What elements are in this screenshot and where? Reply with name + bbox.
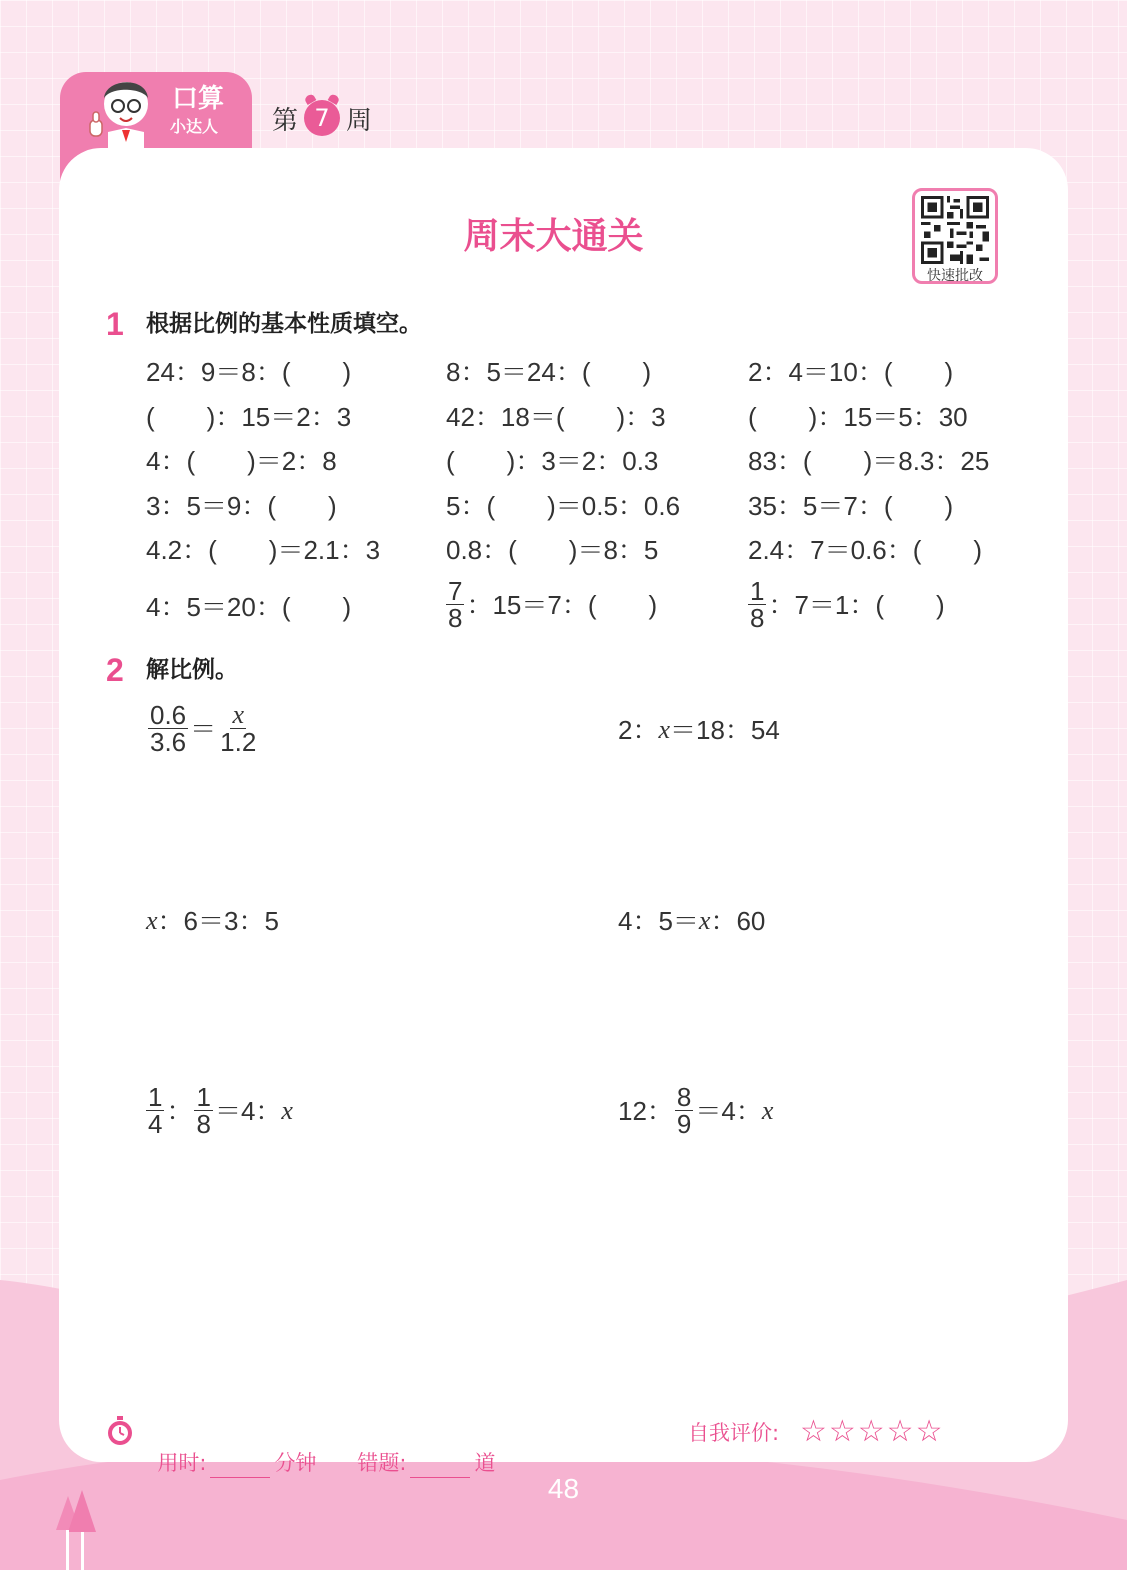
s1-r3-c2[interactable]: ( )：3＝2：0.3 [446,446,659,476]
s1-r6-c2[interactable] [444,578,657,631]
week-indicator [272,98,372,138]
s1-r4-c2[interactable]: 5：( )＝0.5：0.6 [446,491,681,521]
self-rating-label: 自我评价: [688,1421,780,1445]
fraction [675,1084,693,1137]
proportion-2[interactable] [618,715,780,745]
fraction-denominator: 8 [196,1109,211,1139]
proportion-6[interactable] [618,1084,773,1137]
expression-part: ＝4： [695,1095,762,1126]
s1-r1-c3[interactable]: 2：4＝10：( ) [748,357,954,387]
expression-part: ＝4： [214,1095,282,1126]
expression-rest: ：7＝1：( ) [768,589,945,620]
time-label: 用时: [157,1451,207,1475]
s1-r1-c1[interactable]: 24：9＝8：( ) [146,357,352,387]
s1-r5-c2[interactable]: 0.8：( )＝8：5 [446,535,659,565]
fraction-numerator: 1 [148,1082,163,1112]
error-count [344,1418,495,1478]
s1-r6-c3[interactable] [746,578,945,631]
s1-r6-c1[interactable]: 4：5＝20：( ) [146,592,352,622]
errors-unit: 道 [474,1451,496,1475]
variable-x: x [698,906,711,935]
fraction-denominator: 4 [148,1109,163,1139]
section2-title: 解比例。 [146,657,238,683]
fraction-denominator: 9 [676,1109,692,1139]
fraction-denominator: 1.2 [220,727,257,757]
proportion-4[interactable] [618,906,765,936]
proportion-3[interactable] [146,906,279,936]
s1-r1-c2[interactable]: 8：5＝24：( ) [446,357,652,387]
fraction-numerator: 0.6 [150,700,187,730]
page-title: 周末大通关 [463,216,644,257]
colon: ： [166,1095,193,1126]
tree-decoration-icon [50,1490,100,1570]
fraction [146,1084,164,1137]
brand-title: 口算 [172,84,225,114]
expression-part: ＝18：54 [670,715,780,745]
fraction-denominator: 8 [750,603,765,633]
section2-number: 2 [106,652,124,688]
variable-x: x [281,1095,293,1125]
proportion-5[interactable] [144,1084,293,1137]
s1-r4-c3[interactable]: 35：5＝7：( ) [748,491,954,521]
brand-subtitle: 小达人 [170,117,219,136]
fraction [446,578,464,631]
expression-part: ：60 [710,906,766,936]
fraction [218,702,258,755]
qr-code-icon [921,196,989,264]
fraction-denominator: 8 [448,603,463,633]
mascot-boy-icon [82,72,164,150]
week-suffix: 周 [346,105,373,136]
week-number-badge: 7 [304,100,340,136]
expression-part: ：6＝3：5 [157,906,279,936]
page-number: 48 [547,1473,580,1504]
s1-r5-c3[interactable]: 2.4：7＝0.6：( ) [748,535,983,565]
fraction-numerator: 8 [676,1082,692,1112]
s1-r2-c3[interactable]: ( )：15＝5：30 [748,402,968,432]
fraction-numerator: x [232,700,245,729]
qr-label: 快速批改 [927,268,983,284]
section1-number: 1 [106,306,124,342]
fraction-numerator: 1 [196,1082,211,1112]
equals-sign: ＝ [190,713,217,744]
worksheet-card [59,148,1068,1462]
s1-r2-c2[interactable]: 42：18＝( )：3 [446,402,666,432]
expression-rest: ：15＝7：( ) [466,589,658,620]
fraction [748,578,766,631]
expression-part: 2： [618,715,659,745]
s1-r5-c1[interactable]: 4.2：( )＝2.1：3 [146,535,381,565]
stopwatch-icon [106,1416,134,1446]
week-prefix: 第 [272,105,299,136]
s1-r4-c1[interactable]: 3：5＝9：( ) [146,491,337,521]
fraction [194,1084,212,1137]
fraction-numerator: 1 [750,576,765,606]
qr-code-box[interactable] [912,188,998,284]
variable-x: x [761,1095,774,1125]
errors-label: 错题: [357,1451,407,1475]
proportion-1[interactable] [146,702,260,755]
variable-x: x [146,906,158,935]
time-unit: 分钟 [274,1451,317,1475]
variable-x: x [658,715,671,744]
expression-part: 12： [618,1095,673,1126]
fraction-numerator: 7 [448,576,463,606]
fraction-denominator: 3.6 [150,727,187,757]
s1-r2-c1[interactable]: ( )：15＝2：3 [146,402,352,432]
time-used [144,1418,316,1478]
s1-r3-c3[interactable]: 83：( )＝8.3：25 [748,446,990,476]
fraction [148,702,188,755]
section1-title: 根据比例的基本性质填空。 [146,311,422,337]
s1-r3-c1[interactable]: 4：( )＝2：8 [146,446,337,476]
expression-part: 4：5＝ [618,906,699,936]
rating-stars[interactable]: ☆☆☆☆☆ [800,1414,945,1449]
